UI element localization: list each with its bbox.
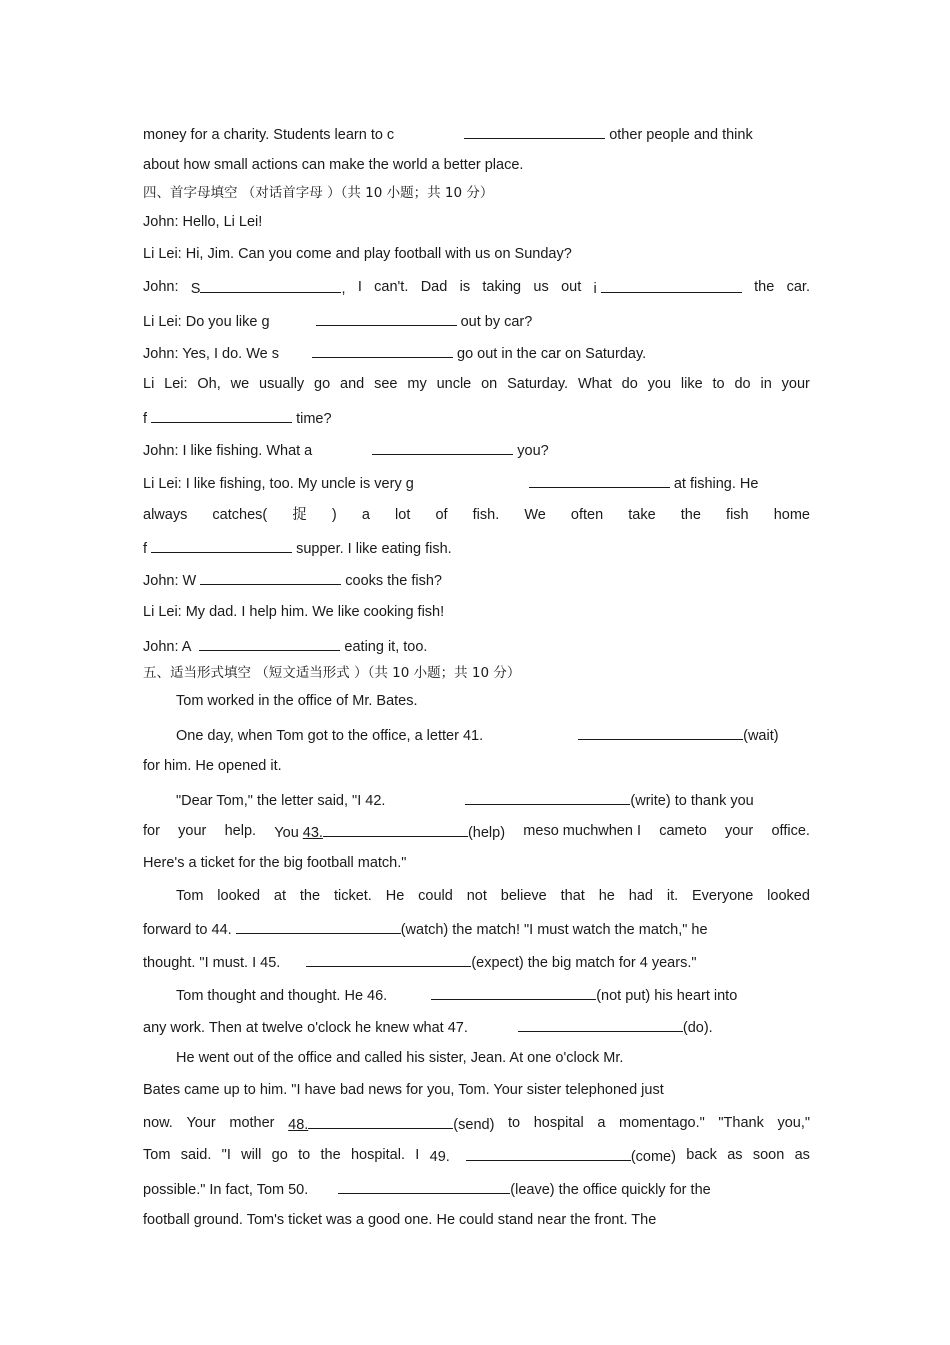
passage-line: Tom looked at the ticket. He could not believe that he had it. Everyone looked (176, 888, 810, 904)
passage-line: possible." In fact, Tom 50. (leave) the office quickly for the (143, 1178, 810, 1200)
passage-line: Bates came up to him. "I have bad news for you, Tom. Your sister telephoned just (143, 1082, 664, 1098)
passage-line: thought. "I must. I 45. (expect) the big match for 4 years." (143, 951, 810, 973)
answer-blank[interactable] (308, 1113, 453, 1129)
passage-line: One day, when Tom got to the office, a letter 41. (wait) (176, 724, 810, 746)
dialogue-line: f time? (143, 407, 810, 429)
passage-line: He went out of the office and called his sister, Jean. At one o'clock Mr. (176, 1050, 624, 1066)
dialogue-line: John: Yes, I do. We s go out in the car on Saturday. (143, 342, 810, 364)
answer-blank[interactable] (312, 342, 453, 358)
answer-blank[interactable] (306, 951, 471, 967)
passage-line: Tom thought and thought. He 46. (not put) his heart into (176, 984, 810, 1006)
passage-line: football ground. Tom's ticket was a good one. He could stand near the front. The (143, 1212, 657, 1228)
answer-blank[interactable] (151, 407, 292, 423)
answer-blank[interactable] (236, 918, 401, 934)
dialogue-line: John: S , I can't. Dad is taking us out i the car. (143, 279, 810, 297)
answer-blank[interactable] (465, 789, 630, 805)
passage-line: Here's a ticket for the big football match." (143, 855, 407, 871)
passage-line: Tom said. "I will go to the hospital. I 49. (come) back as soon as (143, 1147, 810, 1165)
passage-line: "Dear Tom," the letter said, "I 42. (write) to thank you (176, 789, 810, 811)
answer-blank[interactable] (199, 635, 340, 651)
dialogue-line: Li Lei: I like fishing, too. My uncle is very g at fishing. He (143, 472, 810, 494)
intro-line-1: money for a charity. Students learn to c other people and think (143, 123, 810, 145)
passage-line: now. Your mother 48. (send) to hospital a momentago." "Thank you," (143, 1115, 810, 1133)
answer-blank[interactable] (151, 537, 292, 553)
passage-line: Tom worked in the office of Mr. Bates. (176, 693, 418, 709)
dialogue-line: John: Hello, Li Lei! (143, 214, 263, 230)
dialogue-line: John: I like fishing. What a you? (143, 439, 810, 461)
answer-blank[interactable] (431, 984, 596, 1000)
answer-blank[interactable] (529, 472, 670, 488)
dialogue-line: John: W cooks the fish? (143, 569, 810, 591)
passage-line: any work. Then at twelve o'clock he knew what 47. (do). (143, 1016, 810, 1038)
answer-blank[interactable] (466, 1145, 631, 1161)
answer-blank[interactable] (518, 1016, 683, 1032)
answer-blank[interactable] (200, 569, 341, 585)
intro-line-2: about how small actions can make the world a better place. (143, 157, 524, 173)
dialogue-line: John: A eating it, too. (143, 635, 810, 657)
dialogue-line: Li Lei: Do you like g out by car? (143, 310, 810, 332)
answer-blank[interactable] (372, 439, 513, 455)
answer-blank[interactable] (316, 310, 457, 326)
passage-line: for your help. You 43. (help) meso muchwhen I cameto your office. (143, 823, 810, 841)
dialogue-line: Li Lei: My dad. I help him. We like cooking fish! (143, 604, 445, 620)
answer-blank[interactable] (323, 821, 468, 837)
passage-line: forward to 44. (watch) the match! "I must watch the match," he (143, 918, 810, 940)
dialogue-line: Li Lei: Oh, we usually go and see my uncle on Saturday. What do you like to do in your (143, 376, 810, 392)
dialogue-line: f supper. I like eating fish. (143, 537, 810, 559)
dialogue-line: Li Lei: Hi, Jim. Can you come and play football with us on Sunday? (143, 246, 572, 262)
passage-line: for him. He opened it. (143, 758, 282, 774)
section-4-heading: 四、首字母填空 （对话首字母 ）（共 10 小题；共 10 分） (143, 185, 494, 201)
answer-blank[interactable] (200, 277, 341, 293)
answer-blank[interactable] (464, 123, 605, 139)
section-5-heading: 五、适当形式填空 （短文适当形式 ）（共 10 小题；共 10 分） (143, 665, 521, 681)
answer-blank[interactable] (338, 1178, 510, 1194)
answer-blank[interactable] (578, 724, 743, 740)
answer-blank[interactable] (601, 277, 742, 293)
dialogue-line: always catches( 捉 ) a lot of fish. We often take the fish home (143, 507, 810, 523)
